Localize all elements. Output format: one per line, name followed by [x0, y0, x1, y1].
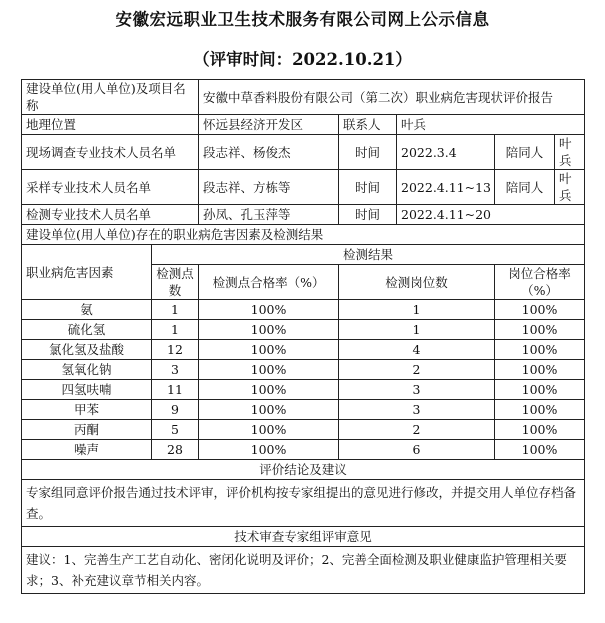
posts-cell: 2: [339, 360, 495, 380]
points-cell: 3: [152, 360, 199, 380]
table-row: [22, 320, 585, 340]
col-post-rate-header: 岗位合格率（%）: [495, 265, 585, 300]
factor-cell: 氨: [22, 300, 152, 320]
point-rate-cell: 100%: [199, 360, 339, 380]
unit-label: 建设单位(用人单位)及项目名称: [22, 80, 199, 115]
factor-cell: 四氢呋喃: [22, 380, 152, 400]
points-cell: 12: [152, 340, 199, 360]
point-rate-cell: 100%: [199, 400, 339, 420]
contact-value: 叶兵: [397, 115, 585, 135]
table-row: [22, 360, 585, 380]
post-rate-cell: 100%: [495, 320, 585, 340]
points-cell: 1: [152, 300, 199, 320]
unit-value: 安徽中草香料股份有限公司（第二次）职业病危害现状评价报告: [199, 80, 585, 115]
sampling-companion-label: 陪同人: [495, 170, 555, 205]
survey-label: 现场调查专业技术人员名单: [22, 135, 199, 170]
expert-text-row: [22, 547, 585, 594]
posts-cell: 3: [339, 400, 495, 420]
post-rate-cell: 100%: [495, 360, 585, 380]
factor-cell: 氯化氢及盐酸: [22, 340, 152, 360]
factor-header: 职业病危害因素: [22, 245, 152, 300]
review-time: （评审时间：2022.10.21）: [193, 50, 412, 69]
contact-label: 联系人: [339, 115, 397, 135]
point-rate-cell: 100%: [199, 300, 339, 320]
col-point-rate-header: 检测点合格率（%）: [199, 265, 339, 300]
points-cell: 5: [152, 420, 199, 440]
col-points-header: 检测点数: [152, 265, 199, 300]
post-rate-cell: 100%: [495, 340, 585, 360]
posts-cell: 6: [339, 440, 495, 460]
table-row: [22, 380, 585, 400]
sampling-label: 采样专业技术人员名单: [22, 170, 199, 205]
survey-time-value: 2022.3.4: [397, 135, 495, 170]
expert-title-row: [22, 527, 585, 547]
posts-cell: 1: [339, 300, 495, 320]
point-rate-cell: 100%: [199, 420, 339, 440]
posts-cell: 3: [339, 380, 495, 400]
post-rate-cell: 100%: [495, 400, 585, 420]
sampling-time-value: 2022.4.11~13: [397, 170, 495, 205]
survey-companion-value: 叶兵: [555, 135, 585, 170]
expert-opinion-text: 建议：1、完善生产工艺自动化、密闭化说明及评价；2、完善全面检测及职业健康监护管理相关要求；3、补充建议章节相关内容。: [22, 547, 585, 594]
page-title: 安徽宏远职业卫生技术服务有限公司网上公示信息: [115, 10, 490, 29]
point-rate-cell: 100%: [199, 340, 339, 360]
post-rate-cell: 100%: [495, 420, 585, 440]
conclusion-title: 评价结论及建议: [22, 460, 585, 480]
posts-cell: 4: [339, 340, 495, 360]
points-cell: 1: [152, 320, 199, 340]
point-rate-cell: 100%: [199, 440, 339, 460]
factor-cell: 氢氧化钠: [22, 360, 152, 380]
table-row: [22, 400, 585, 420]
posts-cell: 1: [339, 320, 495, 340]
factor-cell: 噪声: [22, 440, 152, 460]
conclusion-text: 专家组同意评价报告通过技术评审，评价机构按专家组提出的意见进行修改，并提交用人单位存档备查。: [22, 480, 585, 527]
unit-row: [22, 80, 585, 115]
testing-value: 孙凤、孔玉萍等: [199, 205, 339, 225]
testing-time-label: 时间: [339, 205, 397, 225]
conclusion-title-row: [22, 460, 585, 480]
table-row: [22, 300, 585, 320]
post-rate-cell: 100%: [495, 380, 585, 400]
disclosure-table: [21, 79, 585, 594]
factor-cell: 硫化氢: [22, 320, 152, 340]
survey-row: [22, 135, 585, 170]
testing-time-value: 2022.4.11~20: [397, 205, 585, 225]
factor-cell: 甲苯: [22, 400, 152, 420]
points-cell: 11: [152, 380, 199, 400]
factor-cell: 丙酮: [22, 420, 152, 440]
conclusion-text-row: [22, 480, 585, 527]
posts-cell: 2: [339, 420, 495, 440]
location-value: 怀远县经济开发区: [199, 115, 339, 135]
table-row: [22, 420, 585, 440]
table-row: [22, 340, 585, 360]
post-rate-cell: 100%: [495, 440, 585, 460]
survey-time-label: 时间: [339, 135, 397, 170]
survey-value: 段志祥、杨俊杰: [199, 135, 339, 170]
survey-companion-label: 陪同人: [495, 135, 555, 170]
sampling-value: 段志祥、方栋等: [199, 170, 339, 205]
sampling-companion-value: 叶兵: [555, 170, 585, 205]
results-section-row: [22, 225, 585, 245]
location-label: 地理位置: [22, 115, 199, 135]
results-section-title: 建设单位(用人单位)存在的职业病危害因素及检测结果: [22, 225, 585, 245]
results-group-header: 检测结果: [152, 245, 585, 265]
points-cell: 9: [152, 400, 199, 420]
location-row: [22, 115, 585, 135]
sampling-row: [22, 170, 585, 205]
point-rate-cell: 100%: [199, 380, 339, 400]
expert-opinion-title: 技术审查专家组评审意见: [22, 527, 585, 547]
testing-label: 检测专业技术人员名单: [22, 205, 199, 225]
post-rate-cell: 100%: [495, 300, 585, 320]
point-rate-cell: 100%: [199, 320, 339, 340]
table-row: [22, 440, 585, 460]
testing-row: [22, 205, 585, 225]
col-posts-header: 检测岗位数: [339, 265, 495, 300]
points-cell: 28: [152, 440, 199, 460]
sampling-time-label: 时间: [339, 170, 397, 205]
results-header-row: [22, 245, 585, 265]
